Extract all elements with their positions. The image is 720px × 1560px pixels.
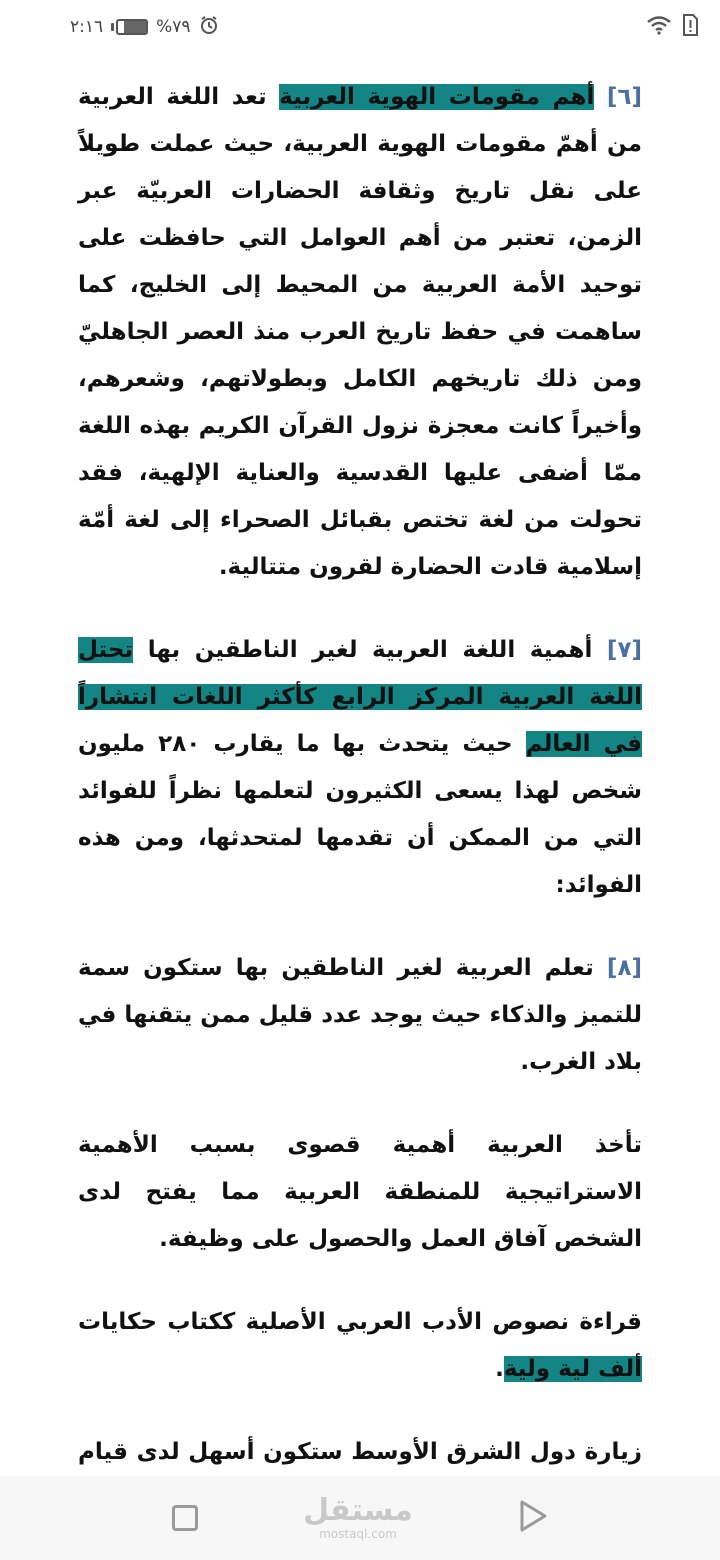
wifi-icon: [646, 15, 672, 40]
paragraph-text: قراءة نصوص الأدب العربي الأصلية ككتاب حكايات: [78, 1309, 642, 1335]
paragraph-tail: .: [495, 1356, 504, 1382]
status-bar: [0, 0, 720, 54]
paragraph-text: تعلم العربية لغير الناطقين بها ستكون سمة للتميز والذكاء حيث يوجد عدد قليل ممن يتقنها في بلاد الغرب.: [78, 955, 642, 1075]
navigation-bar: [0, 1476, 720, 1560]
battery-percent: %٧٩: [156, 17, 191, 37]
paragraph-8: [78, 945, 642, 1086]
clock-time: ٢:١٦: [70, 17, 104, 37]
highlighted-text: أهم مقومات الهوية العربية: [279, 84, 595, 110]
paragraph-6: [78, 74, 642, 591]
battery-icon: [111, 19, 148, 35]
article-content: [78, 74, 642, 1559]
paragraph-text: حيث يتحدث بها ما يقارب ٢٨٠ مليون شخص لهذا يسعى الكثيرون لتعلمها نظراً للفوائد التي من الممكن أن تقدمها لمتحدثها، ومن هذه الفوائد:: [78, 731, 642, 898]
brand-watermark-sub: mostaql.com: [319, 1527, 397, 1541]
back-button[interactable]: [518, 1499, 548, 1537]
highlighted-text: ألف لية ولية: [503, 1356, 642, 1382]
reference-marker[interactable]: [٧]: [606, 637, 642, 663]
paragraph-lead: أهمية اللغة العربية لغير الناطقين بها: [133, 637, 607, 663]
highlighted-text: تحتل اللغة العربية المركز الرابع كأكثر اللغات انتشاراً في العالم: [78, 637, 642, 757]
paragraph-7: [78, 627, 642, 909]
status-right: [646, 14, 698, 41]
alert-icon: [682, 14, 698, 41]
paragraph-literature: [78, 1299, 642, 1393]
paragraph-text: تأخذ العربية أهمية قصوى بسبب الأهمية الاستراتيجية للمنطقة العربية مما يفتح لدى الشخص آفاق العمل والحصول على وظيفة.: [78, 1132, 642, 1252]
paragraph-text: زيارة دول الشرق الأوسط ستكون أسهل لدى قيام: [78, 1439, 642, 1465]
recents-button[interactable]: [172, 1505, 198, 1531]
status-left: [70, 15, 219, 40]
paragraph-strategic: [78, 1122, 642, 1263]
home-button[interactable]: [303, 1493, 413, 1541]
reference-marker[interactable]: [٨]: [606, 955, 642, 981]
alarm-icon: [199, 15, 219, 40]
reference-marker[interactable]: [٦]: [606, 84, 642, 110]
paragraph-text: تعد اللغة العربية من أهمّ مقومات الهوية العربية، حيث عملت طويلاً على نقل تاريخ وثقافة الحضارات العربيّة عبر الزمن، تعتبر من أهم العوامل التي حافظت على توحيد الأمة العربية من المحيط إلى الخليج، كما ساهمت في حفظ تاريخ العرب منذ العصر الجاهليّ ومن ذلك تاريخهم الكامل وبطولاتهم، وشعرهم، وأخيراً كانت معجزة نزول القرآن الكريم بهذه اللغة ممّا أضفى عليها القدسية والعناية الإلهية، فقد تحولت من لغة تختص بقبائل الصحراء إلى لغة أمّة إسلامية قادت الحضارة لقرون متتالية.: [78, 84, 642, 580]
brand-watermark: مستقل: [303, 1493, 413, 1528]
